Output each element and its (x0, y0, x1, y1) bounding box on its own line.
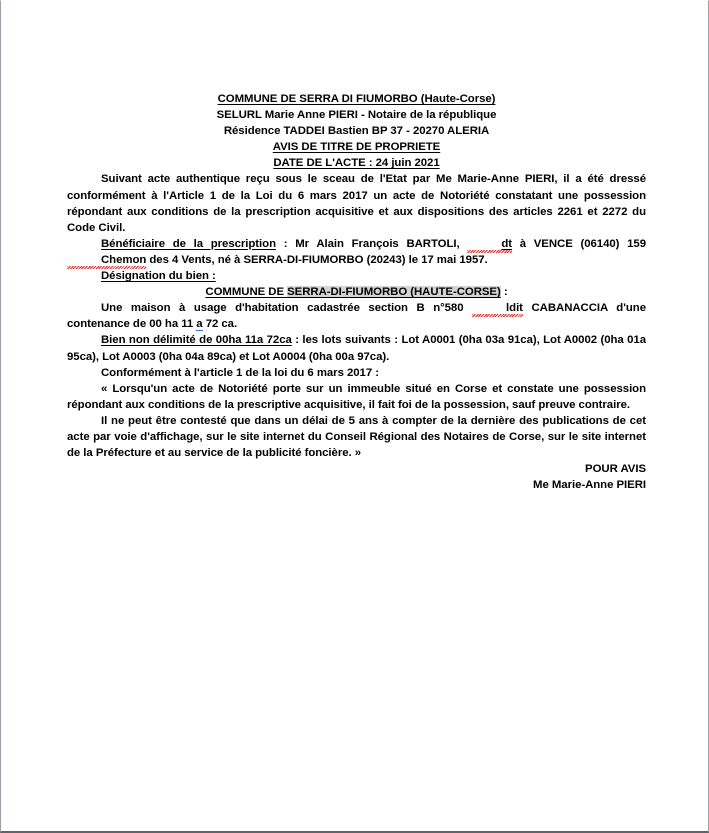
act-date-text: DATE DE L'ACTE : 24 juin 2021 (273, 157, 440, 170)
undelimited-property-lots: : les lots suivants : Lot A0001 (0ha 03a 91ca), Lot A0002 (0ha 01a 95ca), Lot A0003 (0ha 04a 89ca) et Lot A0004 (0ha 00a 97ca). (67, 334, 646, 363)
document-header (67, 91, 646, 171)
document-body (67, 91, 646, 493)
paragraph-undelimited-property (67, 332, 646, 364)
house-text-part3: 72 ca. (202, 318, 238, 331)
paragraph-conformity: Conformément à l'article 1 de la loi du 6 mars 2017 : (101, 366, 379, 379)
commune-suffix: : (500, 286, 508, 299)
signature-notary-name: Me Marie-Anne PIERI (533, 479, 646, 492)
paragraph-quote: « Lorsqu'un acte de Notoriété porte sur un immeuble situé en Corse et constate une possession répondant aux conditions de la prescriptive acquisitive, il fait foi de la possession, sauf preuve contraire. (67, 382, 646, 411)
beneficiary-address-part1: à VENCE (06140) 159 (512, 237, 646, 250)
house-grammar-flagged-token: a (196, 318, 203, 331)
paragraph-designation-label (67, 268, 646, 284)
header-address-line: Résidence TADDEI Bastien BP 37 - 20270 ALERIA (223, 125, 490, 138)
header-notice-title (67, 139, 646, 155)
beneficiary-street-misspelled: Chemon (67, 252, 146, 268)
header-firm-line: SELURL Marie Anne PIERI - Notaire de la république (216, 109, 497, 122)
commune-prefix: COMMUNE DE (205, 286, 288, 299)
commune-highlighted-name: SERRA-DI-FIUMORBO (HAUTE-CORSE) (287, 286, 501, 299)
paragraph-beneficiary (67, 236, 646, 268)
undelimited-property-label: Bien non délimité de 00ha 11a 72ca (101, 334, 292, 347)
paragraph-contest-period: Il ne peut être contesté que dans un délai de 5 ans à compter de la dernière des publications de cet acte par voie d'affichage, sur le site internet du Conseil Régional des Notaires de Corse, sur le site internet de la Préfecture et au service de la publicité foncière. » (67, 414, 646, 460)
beneficiary-label: Bénéficiaire de la prescription (101, 237, 276, 250)
house-text-part2: CABANACCIA d'une contenance de 00 ha 11 (67, 302, 646, 331)
paragraph-house-description (67, 300, 646, 332)
commune-designation-line (67, 284, 646, 300)
paragraph-intro: Suivant acte authentique reçu sous le sceau de l'Etat par Me Marie-Anne PIERI, il a été dressé conformément à l'Article 1 de la Loi du 6 mars 2017 un acte de Notoriété constatant une possession répondant aux conditions de la prescription acquisitive et aux dispositions des articles 2261 et 2272 du Code Civil. (67, 173, 646, 234)
house-text-part1: Une maison à usage d'habitation cadastrée section B n°580 (101, 302, 473, 315)
house-lieudit-misspelled: ldit (472, 300, 523, 316)
header-commune-line (67, 91, 646, 107)
signature-block (67, 461, 646, 493)
header-act-date-line (67, 155, 646, 171)
beneficiary-separator: : (275, 237, 296, 250)
header-commune-text: COMMUNE DE SERRA DI FIUMORBO (Haute-Corse) (217, 93, 496, 105)
beneficiary-abbrev-dt: dt (467, 236, 512, 252)
notice-title-text: AVIS DE TITRE DE PROPRIETE (272, 141, 441, 154)
signature-pour-avis: POUR AVIS (585, 463, 646, 476)
beneficiary-name: Mr Alain François BARTOLI, (295, 237, 468, 250)
designation-label: Désignation du bien : (101, 270, 216, 283)
beneficiary-address-part2: des 4 Vents, né à SERRA-DI-FIUMORBO (20243) le 17 mai 1957. (146, 253, 488, 266)
